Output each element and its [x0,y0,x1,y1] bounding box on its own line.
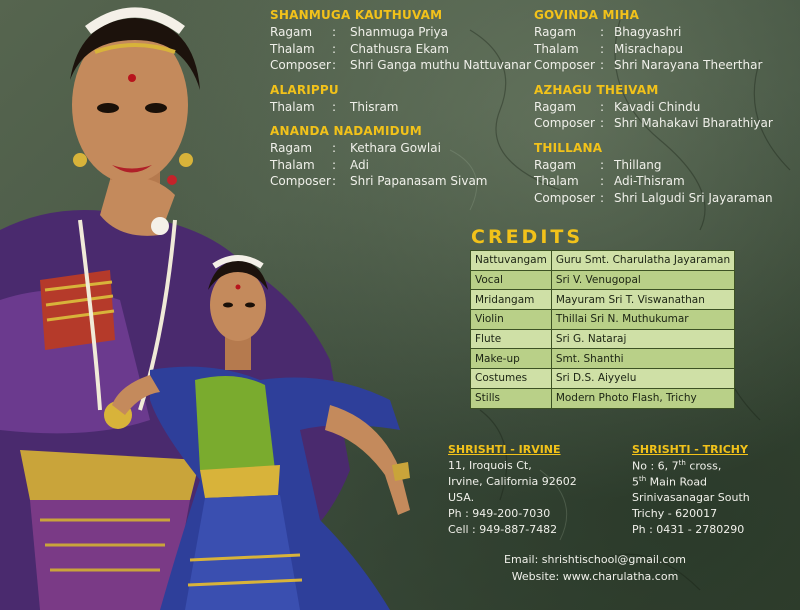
contact-email[interactable]: Email: shrishtischool@gmail.com [504,553,686,566]
irvine-address-title: SHRISHTI - IRVINE [448,443,561,456]
credit-name: Smt. Shanthi [551,349,734,369]
piece-title: SHANMUGA KAUTHUVAM [270,8,443,22]
detail-key: Thalam [534,41,579,56]
detail-separator: : [332,157,337,172]
address-line: Srinivasanagar South [632,491,750,504]
credit-name: Sri G. Nataraj [551,329,734,349]
detail-value: Shri Mahakavi Bharathiyar [614,116,773,130]
detail-separator: : [332,58,337,72]
detail-value: Kavadi Chindu [614,99,701,114]
credit-role: Make-up [471,349,552,369]
credit-name: Sri D.S. Aiyyelu [551,369,734,389]
credit-name: Sri V. Venugopal [551,270,734,290]
detail-key: Ragam [534,25,577,39]
credit-name: Modern Photo Flash, Trichy [551,388,734,408]
detail-separator: : [600,157,605,172]
detail-key: Thalam [270,157,315,172]
detail-value: Shri Ganga muthu Nattuvanar [350,58,532,72]
detail-value: Shanmuga Priya [350,25,449,39]
piece-title: AZHAGU THEIVAM [534,82,659,97]
detail-key: Ragam [534,99,577,114]
credits-table [470,250,735,409]
detail-separator: : [600,41,605,56]
detail-key: Ragam [534,157,577,172]
piece-title: THILLANA [534,140,603,155]
detail-separator: : [600,99,605,114]
piece-title: ALARIPPU [270,82,339,97]
piece-title: ANANDA NADAMIDUM [270,124,422,138]
detail-separator: : [332,141,337,155]
credits-row [471,349,735,369]
contact-website[interactable]: Website: www.charulatha.com [511,570,679,583]
credit-name: Mayuram Sri T. Viswanathan [551,290,734,310]
detail-value: Adi-Thisram [614,174,685,188]
detail-separator: : [332,25,337,39]
detail-value: Kethara Gowlai [350,141,441,155]
detail-value: Shri Narayana Theerthar [614,58,763,72]
detail-key: Composer [534,58,595,72]
detail-key: Composer [270,174,331,188]
credit-role: Vocal [471,270,552,290]
detail-value: Adi [350,157,369,172]
trichy-address-line: 5th Main Road [632,475,708,489]
detail-key: Composer [534,190,595,205]
detail-separator: : [600,190,605,205]
address-line: 11, Iroquois Ct, [448,459,532,472]
detail-key: Composer [270,58,331,72]
second-dancer-face [210,269,266,341]
detail-key: Thalam [270,99,315,114]
detail-separator: : [600,25,605,39]
credit-role: Costumes [471,369,552,389]
detail-separator: : [600,116,605,130]
credits-row [471,310,735,330]
detail-key: Ragam [270,25,313,39]
credits-row [471,290,735,310]
detail-value: Misrachapu [614,41,684,56]
detail-value: Chathusra Ekam [350,41,449,56]
credits-row [471,329,735,349]
credit-role: Mridangam [471,290,552,310]
address-line: Ph : 0431 - 2780290 [632,523,745,536]
trichy-address-title: SHRISHTI - TRICHY [632,443,748,456]
detail-value: Thisram [350,99,399,114]
detail-value: Thillang [614,157,662,172]
detail-separator: : [600,174,605,188]
credits-row [471,388,735,408]
address-line: Cell : 949-887-7482 [448,523,558,536]
detail-separator: : [332,174,337,188]
address-line: Trichy - 620017 [632,507,718,520]
credit-role: Flute [471,329,552,349]
detail-separator: : [600,58,605,72]
credits-row [471,251,735,271]
credit-role: Nattuvangam [471,251,552,271]
detail-value: Bhagyashri [614,25,682,39]
credit-role: Stills [471,388,552,408]
detail-separator: : [332,99,337,114]
detail-key: Ragam [270,141,313,155]
detail-separator: : [332,41,337,56]
detail-key: Composer [534,116,595,130]
address-line: USA. [448,491,475,504]
credits-title: CREDITS [471,226,584,248]
detail-value: Shri Papanasam Sivam [350,174,488,188]
trichy-address-line: No : 6, 7th cross, [632,459,722,473]
detail-key: Thalam [534,174,579,188]
credits-row [471,369,735,389]
credits-row [471,270,735,290]
detail-key: Thalam [270,41,315,56]
credit-role: Violin [471,310,552,330]
piece-title: GOVINDA MIHA [534,8,640,22]
credit-name: Guru Smt. Charulatha Jayaraman [551,251,734,271]
address-line: Ph : 949-200-7030 [448,507,551,520]
detail-value: Shri Lalgudi Sri Jayaraman [614,190,773,205]
credit-name: Thillai Sri N. Muthukumar [551,310,734,330]
address-line: Irvine, California 92602 [448,475,577,488]
